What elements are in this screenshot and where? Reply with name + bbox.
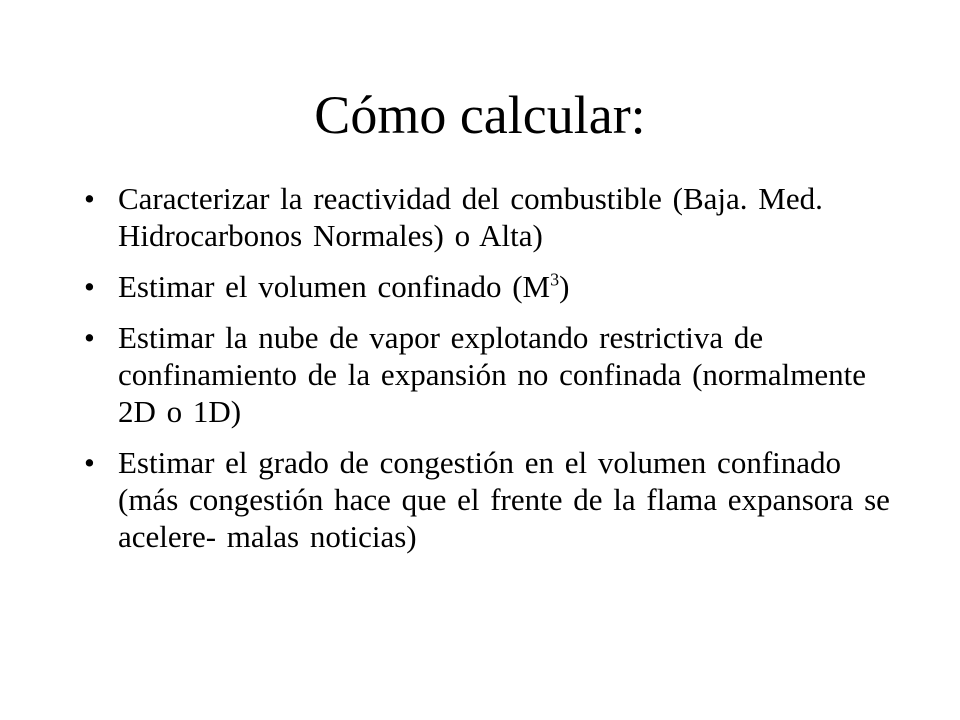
bullet-text: Estimar el grado de congestión en el volumen confinado (más congestión hace que el frente de la flama expansora se acelere- malas noticias) — [118, 445, 890, 554]
bullet-item — [84, 319, 894, 430]
bullet-item — [84, 268, 894, 305]
bullet-item — [84, 180, 894, 254]
bullet-icon: • — [84, 320, 95, 355]
slide-title: Cómo calcular: — [314, 85, 646, 145]
bullet-text: Caracterizar la reactividad del combustible (Baja. Med. Hidrocarbonos Normales) o Alta) — [118, 181, 823, 253]
bullet-superscript: 3 — [550, 269, 560, 290]
bullet-item — [84, 444, 894, 555]
bullet-list — [84, 180, 894, 569]
bullet-text: Estimar la nube de vapor explotando restrictiva de confinamiento de la expansión no confinada (normalmente 2D o 1D) — [118, 320, 866, 429]
bullet-icon: • — [84, 181, 95, 216]
bullet-text: Estimar el volumen confinado (M — [118, 269, 551, 304]
bullet-icon: • — [84, 445, 95, 480]
bullet-icon: • — [84, 269, 95, 304]
bullet-text-after: ) — [559, 269, 570, 304]
